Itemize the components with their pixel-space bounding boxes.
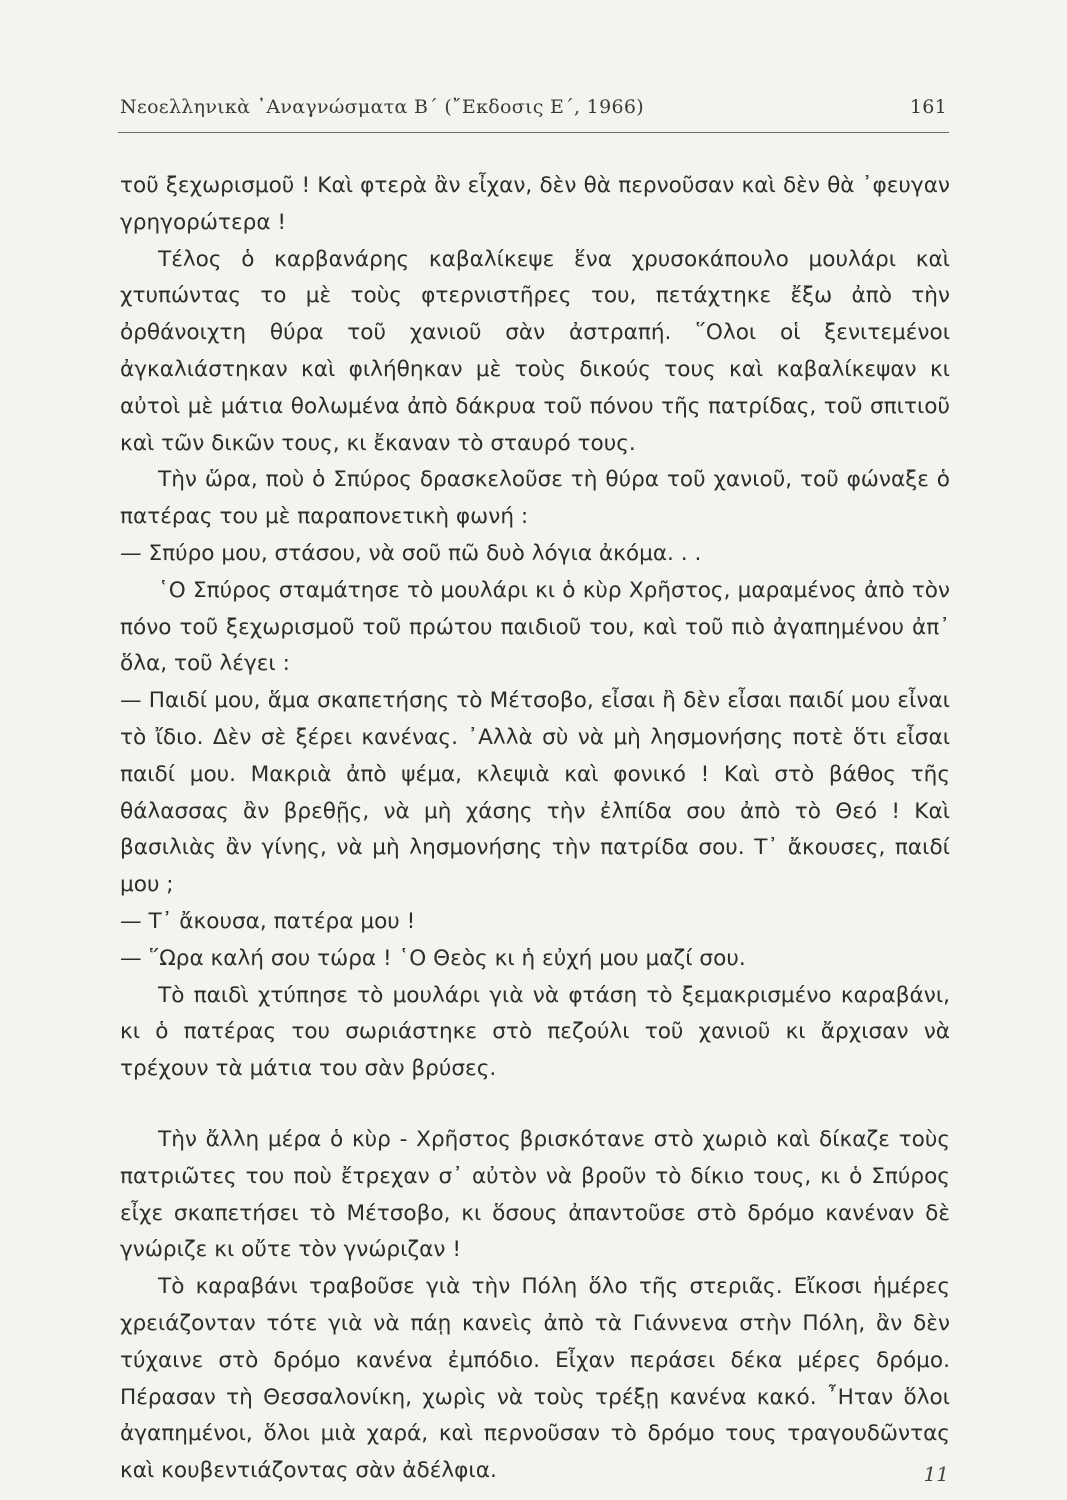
paragraph: ῾Ο Σπύρος σταμάτησε τὸ μουλάρι κι ὁ κὺρ Χρῆστος, μαραμένος ἀπὸ τὸν πόνο τοῦ ξεχωρισμοῦ τοῦ πρώτου παιδιοῦ του, καὶ τοῦ πιὸ ἀγαπημένου ἀπ᾿ ὅλα, τοῦ λέγει : (120, 577, 950, 677)
paragraph: Τὴν ὥρα, ποὺ ὁ Σπύρος δρασκελοῦσε τὴ θύρα τοῦ χανιοῦ, τοῦ φώναξε ὁ πατέρας του μὲ παραπονετικὴ φωνή : (120, 467, 950, 530)
paragraph: Τὸ καραβάνι τραβοῦσε γιὰ τὴν Πόλη ὅλο τῆς στεριᾶς. Εἴκοσι ἡμέρες χρειάζονταν τότε γιὰ νὰ πάῃ κανεὶς ἀπὸ τὰ Γιάννενα στὴν Πόλη, ἂν δὲν τύχαινε στὸ δρόμο κανένα ἐμπόδιο. Εἶχαν περάσει δέκα μέρες δρόμο. Πέρασαν τὴ Θεσσαλονίκη, χωρὶς νὰ τοὺς τρέξῃ κανένα κακό. ῏Ηταν ὅλοι ἀγαπημένοι, ὅλοι μιὰ χαρά, καὶ περνοῦσαν τὸ δρόμο τους τραγουδῶντας καὶ κουβεντιάζοντας σὰν ἀδέλφια. (120, 1274, 950, 1484)
paragraph: — Τ᾿ ἄκουσα, πατέρα μου ! (120, 908, 416, 934)
header-rule (118, 132, 949, 133)
page-number: 161 (909, 96, 947, 118)
section-gap (120, 1088, 950, 1122)
paragraph: τοῦ ξεχωρισμοῦ ! Καὶ φτερὰ ἂν εἶχαν, δὲν θὰ περνοῦσαν καὶ δὲν θὰ ᾿φευγαν γρηγορώτερα ! (120, 173, 950, 235)
paragraph: — Παιδί μου, ἅμα σκαπετήσης τὸ Μέτσοβο, εἶσαι ἢ δὲν εἶσαι παιδί μου εἶναι τὸ ἴδιο. Δὲν σὲ ξέρει κανένας. ᾿Αλλὰ σὺ νὰ μὴ λησμονήσης ποτὲ ὅτι εἶσαι παιδί μου. Μακριὰ ἀπὸ ψέμα, κλεψιὰ καὶ φονικό ! Καὶ στὸ βάθος τῆς θάλασσας ἂν βρεθῇς, νὰ μὴ χάσης τὴν ἐλπίδα σου ἀπὸ τὸ Θεό ! Καὶ βασιλιὰς ἂν γίνης, νὰ μὴ λησμονήσης τὴν πατρίδα σου. Τ᾿ ἄκουσες, παιδί μου ; (120, 688, 950, 898)
paragraph: Τέλος ὁ καρβανάρης καβαλίκεψε ἕνα χρυσοκάπουλο μουλάρι καὶ χτυπώντας το μὲ τοὺς φτερνιστῆρες του, πετάχτηκε ἔξω ἀπὸ τὴν ὀρθάνοιχτη θύρα τοῦ χανιοῦ σὰν ἀστραπή. ῞Ολοι οἱ ξενιτεμένοι ἀγκαλιάστηκαν καὶ φιλήθηκαν μὲ τοὺς δικούς τους καὶ καβαλίκεψαν κι αὐτοὶ μὲ μάτια θολωμένα ἀπὸ δάκρυα τοῦ πόνου τῆς πατρίδας, τοῦ σπιτιοῦ καὶ τῶν δικῶν τους, κι ἔκαναν τὸ σταυρό τους. (120, 246, 950, 456)
signature-mark: 11 (923, 1462, 949, 1486)
running-header (120, 96, 947, 118)
running-title: Νεοελληνικὰ ᾿Αναγνώσματα Β΄ (῎Εκδοσις Ε΄, 1966) (120, 96, 644, 118)
body-text (120, 168, 950, 1490)
paragraph: — Σπύρο μου, στάσου, νὰ σοῦ πῶ δυὸ λόγια ἀκόμα. . . (120, 540, 702, 566)
paragraph: Τὸ παιδὶ χτύπησε τὸ μουλάρι γιὰ νὰ φτάση τὸ ξεμακρισμένο καραβάνι, κι ὁ πατέρας του σωριάστηκε στὸ πεζούλι τοῦ χανιοῦ κι ἄρχισαν νὰ τρέχουν τὰ μάτια του σὰν βρύσες. (120, 982, 950, 1082)
paragraph: Τὴν ἄλλη μέρα ὁ κὺρ - Χρῆστος βρισκότανε στὸ χωριὸ καὶ δίκαζε τοὺς πατριῶτες του ποὺ ἔτρεχαν σ᾿ αὐτὸν νὰ βροῦν τὸ δίκιο τους, κι ὁ Σπύρος εἶχε σκαπετήσει τὸ Μέτσοβο, κι ὅσους ἀπαντοῦσε στὸ δρόμο κανέναν δὲ γνώριζε κι οὔτε τὸν γνώριζαν ! (120, 1126, 950, 1263)
paragraph: — ῞Ωρα καλή σου τώρα ! ῾Ο Θεὸς κι ἡ εὐχή μου μαζί σου. (120, 945, 746, 971)
